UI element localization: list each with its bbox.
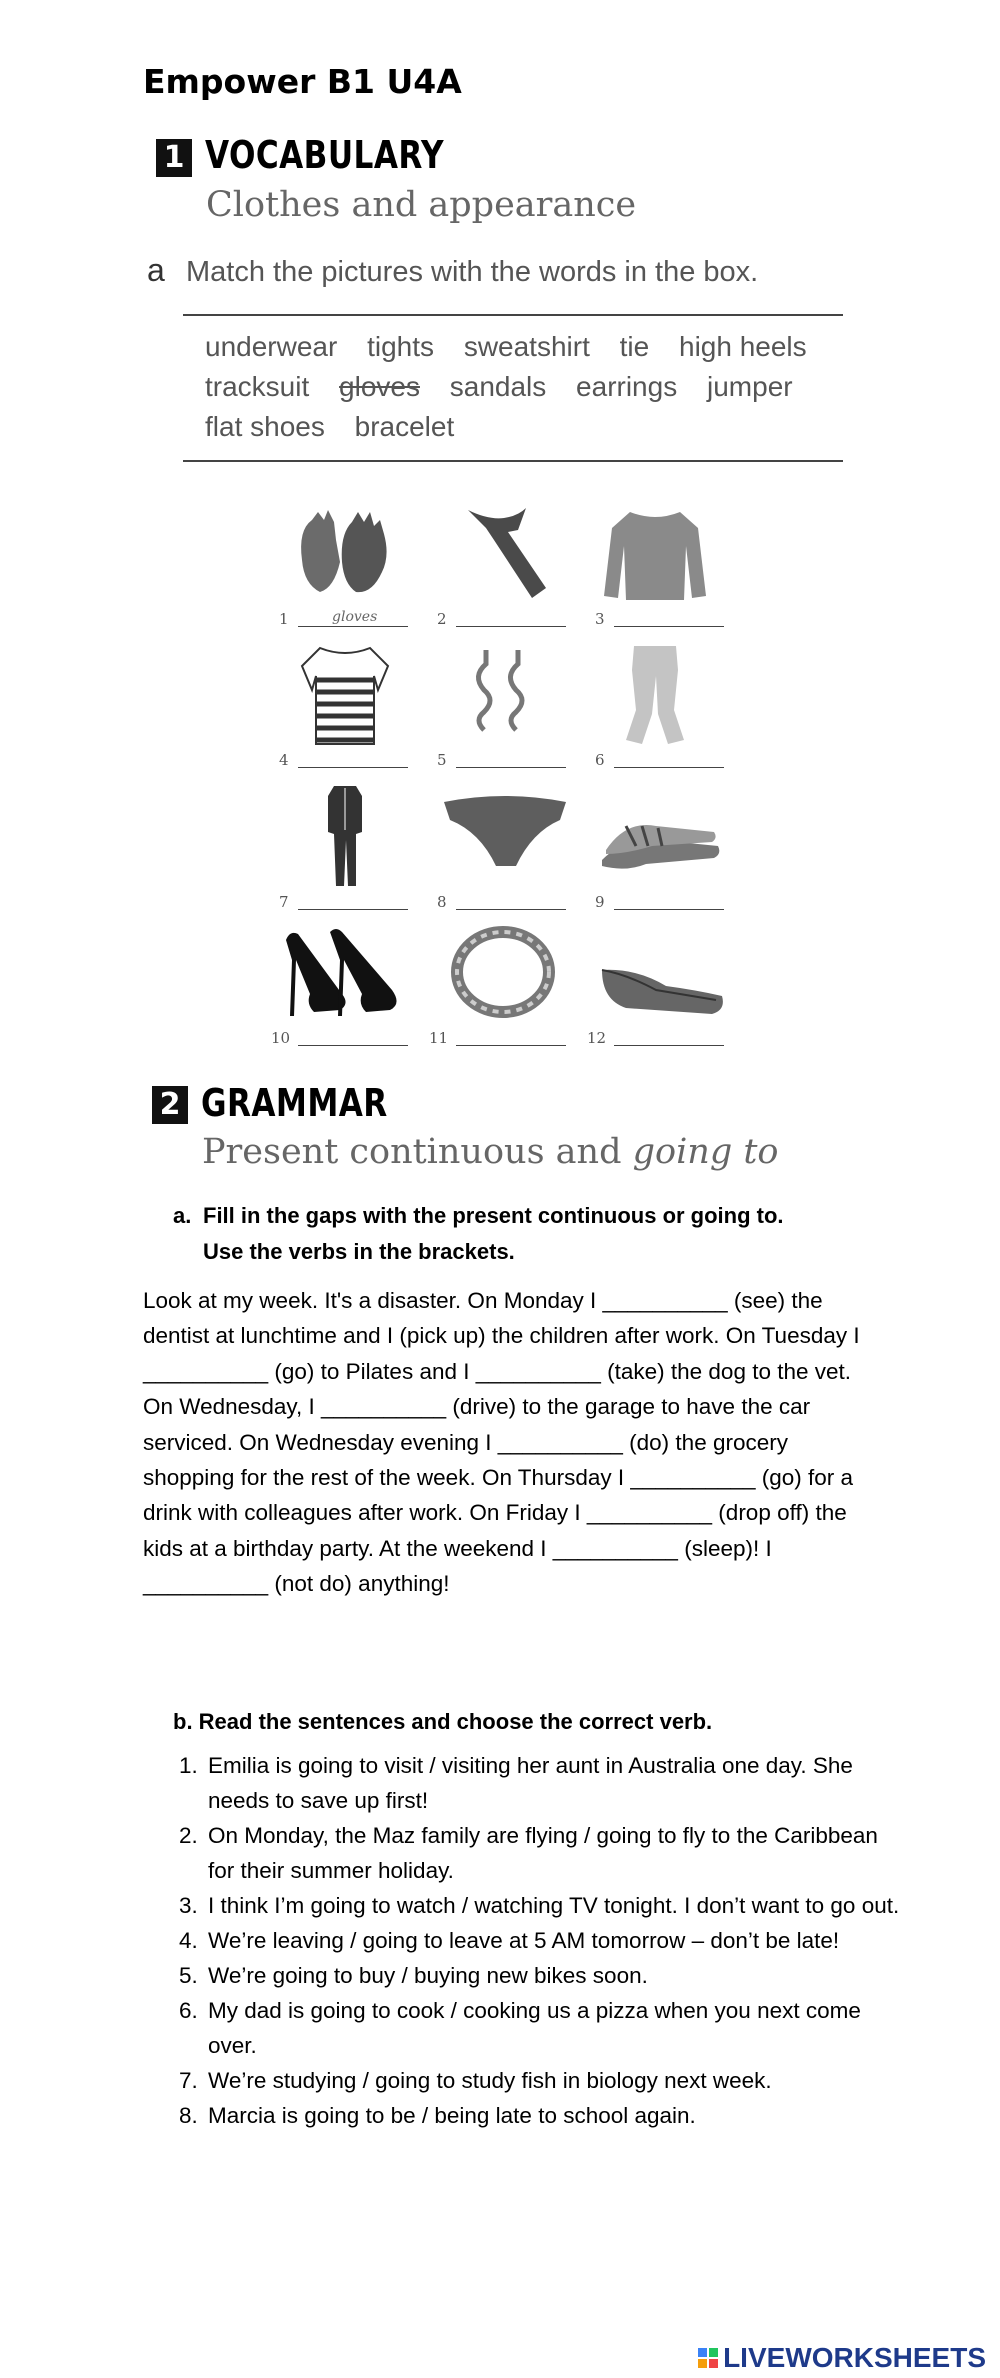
liveworksheets-logo[interactable] — [697, 2342, 986, 2374]
word: sweatshirt — [463, 331, 590, 362]
word: underwear — [205, 331, 338, 362]
section-subtitle: Clothes and appearance — [206, 185, 637, 225]
word: tracksuit — [205, 371, 310, 402]
word: jumper — [707, 371, 793, 402]
word: flat shoes — [205, 411, 325, 442]
item-number: 6 — [595, 751, 605, 769]
word-box — [183, 314, 843, 462]
jumper-icon — [600, 500, 710, 610]
part-a-instruction-2: Use the verbs in the brackets. — [203, 1239, 515, 1264]
item-number: 3 — [595, 610, 605, 628]
item-number: 9 — [595, 893, 605, 911]
section-title: VOCABULARY — [205, 133, 445, 177]
word-box-line-2 — [205, 371, 815, 403]
answer-blank[interactable] — [614, 909, 724, 910]
subtitle-italic: going to — [632, 1132, 779, 1172]
answer-blank[interactable] — [298, 909, 408, 910]
item-number: 8 — [437, 893, 447, 911]
word: tights — [367, 331, 435, 362]
liveworksheets-logo-icon — [697, 2347, 719, 2369]
underwear-icon — [440, 780, 570, 890]
answer-blank[interactable] — [298, 626, 408, 627]
word: sandals — [449, 371, 547, 402]
list-item: 5. We’re going to buy / buying new bikes soon. — [204, 1958, 904, 1993]
answer-blank[interactable] — [298, 1045, 408, 1046]
word: bracelet — [354, 411, 455, 442]
gloves-icon — [290, 500, 400, 610]
sandals-icon — [596, 780, 726, 890]
answer-text: gloves — [332, 609, 378, 625]
striped-top-icon — [290, 640, 400, 750]
word: earrings — [576, 371, 678, 402]
answer-blank[interactable] — [614, 1045, 724, 1046]
part-b-instruction: b. Read the sentences and choose the correct verb. — [173, 1709, 713, 1734]
tights-icon — [600, 640, 710, 750]
item-number: 5 — [437, 751, 447, 769]
answer-blank[interactable] — [456, 1045, 566, 1046]
exercise-letter: a — [147, 252, 165, 288]
item-number: 1 — [279, 610, 289, 628]
document-title: Empower B1 U4A — [143, 62, 462, 101]
list-item: 6. My dad is going to cook / cooking us a pizza when you next come over. — [204, 1993, 904, 2063]
subtitle-plain: Present continuous and — [202, 1132, 633, 1172]
item-number: 11 — [429, 1029, 449, 1047]
tie-icon — [448, 500, 558, 610]
list-item: 2. On Monday, the Maz family are flying / going to fly to the Caribbean for their summer holiday. — [204, 1818, 904, 1888]
section-subtitle — [202, 1132, 779, 1172]
answer-blank[interactable] — [456, 626, 566, 627]
answer-blank[interactable] — [456, 909, 566, 910]
list-item: 1. Emilia is going to visit / visiting her aunt in Australia one day. She needs to save up first! — [204, 1748, 904, 1818]
section-number-badge: 2 — [152, 1086, 188, 1124]
gap-fill-paragraph: Look at my week. It's a disaster. On Monday I __________ (see) the dentist at lunchtime and I (pick up) the children after work. On Tuesday I __________ (go) to Pilates and I __________ (take) the dog to the vet. On Wednesday, I __________ (drive) to the garage to have the car serviced. On Wednesday evening I __________ (do) the grocery shopping for the rest of the week. On Thursday I __________ (go) for a drink with colleagues after work. On Friday I __________ (drop off) the kids at a birthday party. At the weekend I __________ (sleep)! I __________ (not do) anything! — [143, 1288, 860, 1597]
list-item: 4. We’re leaving / going to leave at 5 AM tomorrow – don’t be late! — [204, 1923, 904, 1958]
item-number: 12 — [587, 1029, 607, 1047]
word-box-line-3 — [205, 411, 476, 443]
exercise-instruction: Match the pictures with the words in the box. — [186, 256, 759, 288]
section-number-badge: 1 — [156, 139, 192, 177]
list-item: 7. We’re studying / going to study fish in biology next week. — [204, 2063, 904, 2098]
word-struck: gloves — [339, 371, 420, 402]
list-item: 8. Marcia is going to be / being late to school again. — [204, 2098, 904, 2133]
part-a-instruction-1: Fill in the gaps with the present continuous or going to. — [203, 1203, 784, 1228]
answer-blank[interactable] — [298, 767, 408, 768]
tracksuit-icon — [290, 780, 400, 890]
part-a-label: a. — [173, 1203, 192, 1228]
answer-blank[interactable] — [456, 767, 566, 768]
brand-text: LIVEWORKSHEETS — [723, 2342, 986, 2373]
section-title: GRAMMAR — [201, 1081, 388, 1125]
earrings-icon — [448, 640, 558, 750]
item-number: 4 — [279, 751, 289, 769]
word: tie — [619, 331, 650, 362]
item-number: 10 — [271, 1029, 291, 1047]
item-number: 2 — [437, 610, 447, 628]
sentence-list — [180, 1748, 904, 2133]
word-box-line-1 — [205, 331, 829, 363]
word: high heels — [679, 331, 807, 362]
high-heels-icon — [280, 920, 415, 1030]
bracelet-icon — [448, 920, 558, 1030]
answer-blank[interactable] — [614, 767, 724, 768]
answer-blank[interactable] — [614, 626, 724, 627]
list-item: 3. I think I’m going to watch / watching TV tonight. I don’t want to go out. — [204, 1888, 904, 1923]
item-number: 7 — [279, 893, 289, 911]
flat-shoes-icon — [596, 930, 731, 1040]
